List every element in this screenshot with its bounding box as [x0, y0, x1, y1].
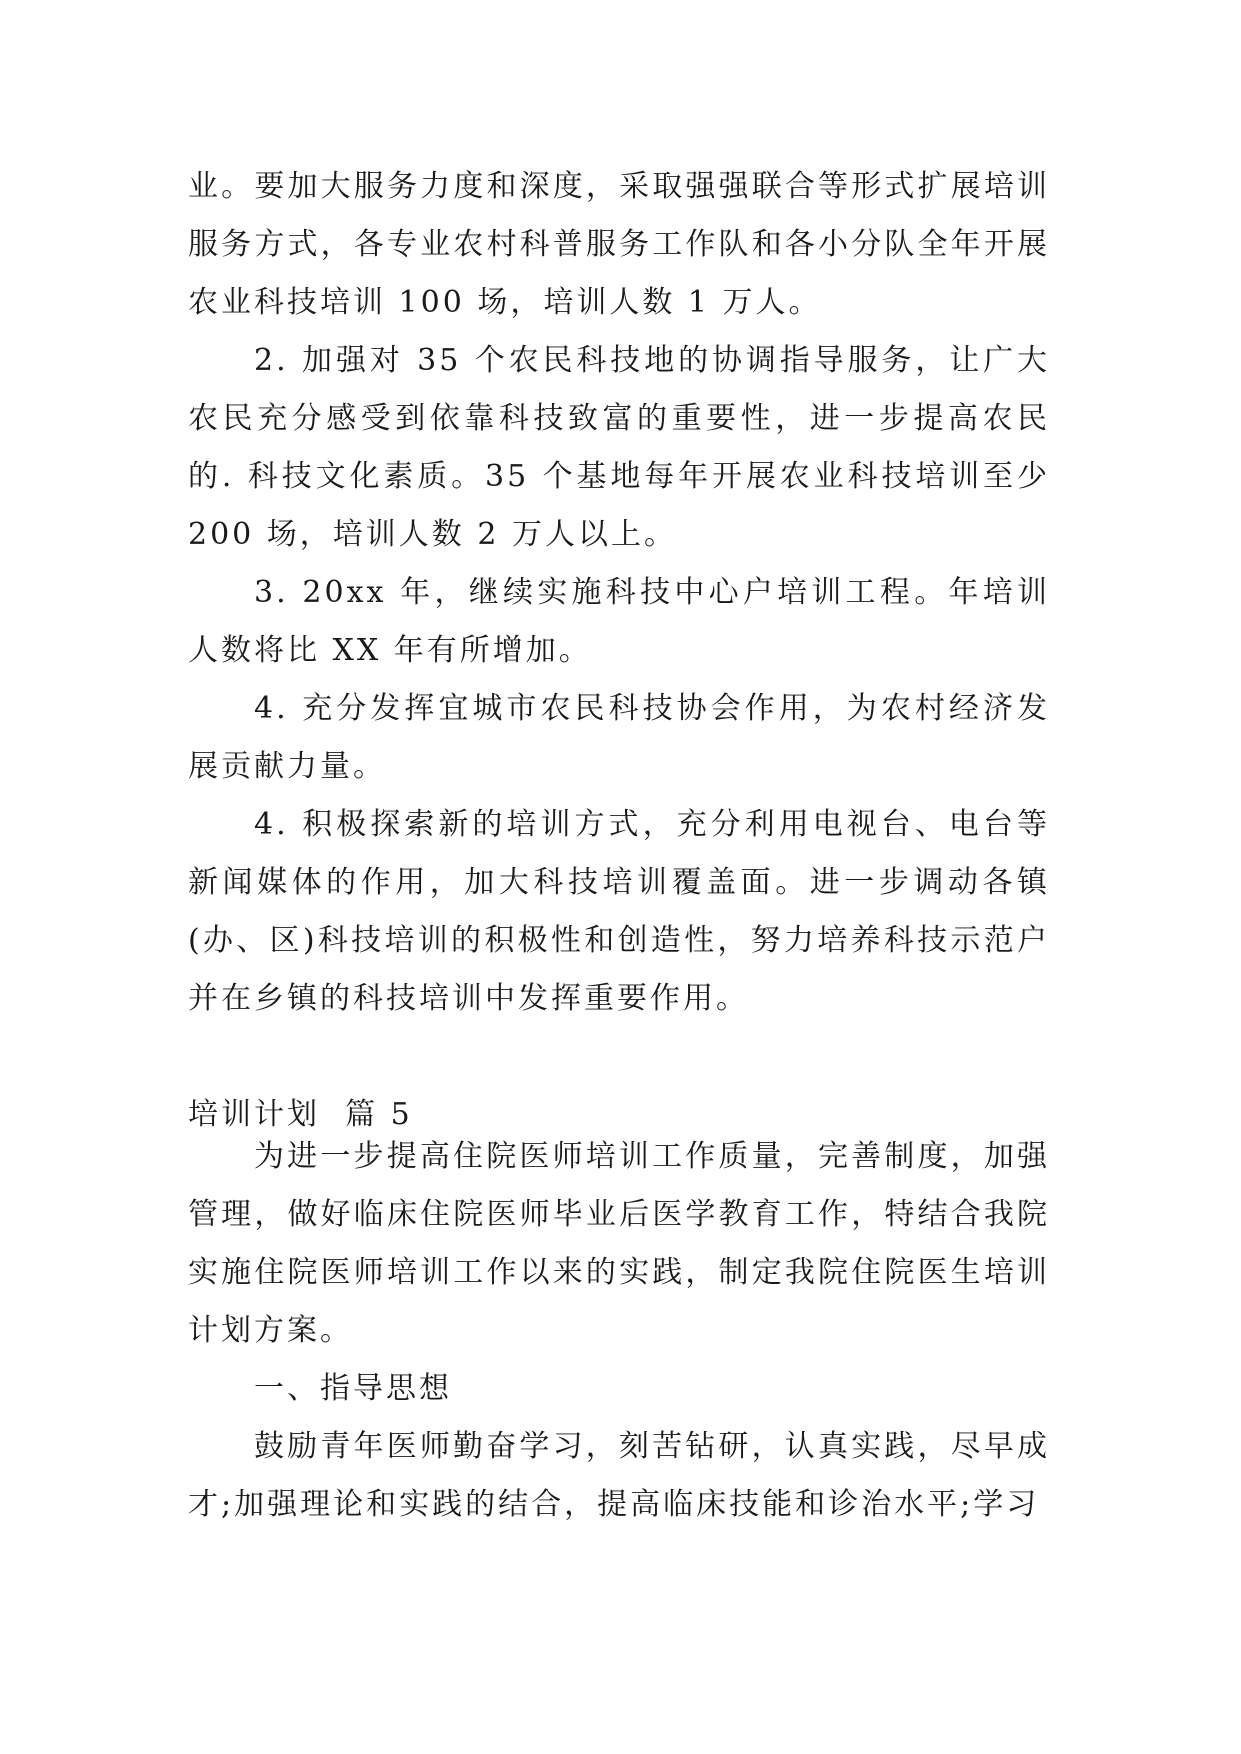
paragraph-item-4: 4. 充分发挥宜城市农民科技协会作用，为农村经济发展贡献力量。 [188, 691, 1050, 784]
section-heading: 培训计划 篇 5 [188, 1097, 413, 1132]
section-text-block [188, 1128, 1050, 1534]
paragraph-guiding-ideology: 鼓励青年医师勤奋学习，刻苦钻研，认真实践，尽早成才;加强理论和实践的结合，提高临床技能和诊治水平;学习 [188, 1429, 1050, 1522]
paragraph-item-3: 3. 20xx 年，继续实施科技中心户培训工程。年培训人数将比 XX 年有所增加。 [188, 575, 1050, 668]
paragraph-continuation: 业。要加大服务力度和深度，采取强强联合等形式扩展培训服务方式，各专业农村科普服务工作队和各小分队全年开展农业科技培训 100 场，培训人数 1 万人。 [188, 169, 1050, 320]
paragraph-item-2: 2. 加强对 35 个农民科技地的协调指导服务，让广大农民充分感受到依靠科技致富的重要性，进一步提高农民的. 科技文化素质。35 个基地每年开展农业科技培训至少 200 场，培训人数 2 万人以上。 [188, 343, 1050, 552]
subheading-guiding-ideology: 一、指导思想 [254, 1371, 452, 1406]
paragraph-intro: 为进一步提高住院医师培训工作质量，完善制度，加强管理，做好临床住院医师毕业后医学教育工作，特结合我院实施住院医师培训工作以来的实践，制定我院住院医生培训计划方案。 [188, 1139, 1050, 1348]
top-text-block [188, 158, 1050, 1028]
paragraph-item-4b: 4. 积极探索新的培训方式，充分利用电视台、电台等新闻媒体的作用，加大科技培训覆盖面。进一步调动各镇(办、区)科技培训的积极性和创造性，努力培养科技示范户并在乡镇的科技培训中发挥重要作用。 [188, 807, 1050, 1016]
